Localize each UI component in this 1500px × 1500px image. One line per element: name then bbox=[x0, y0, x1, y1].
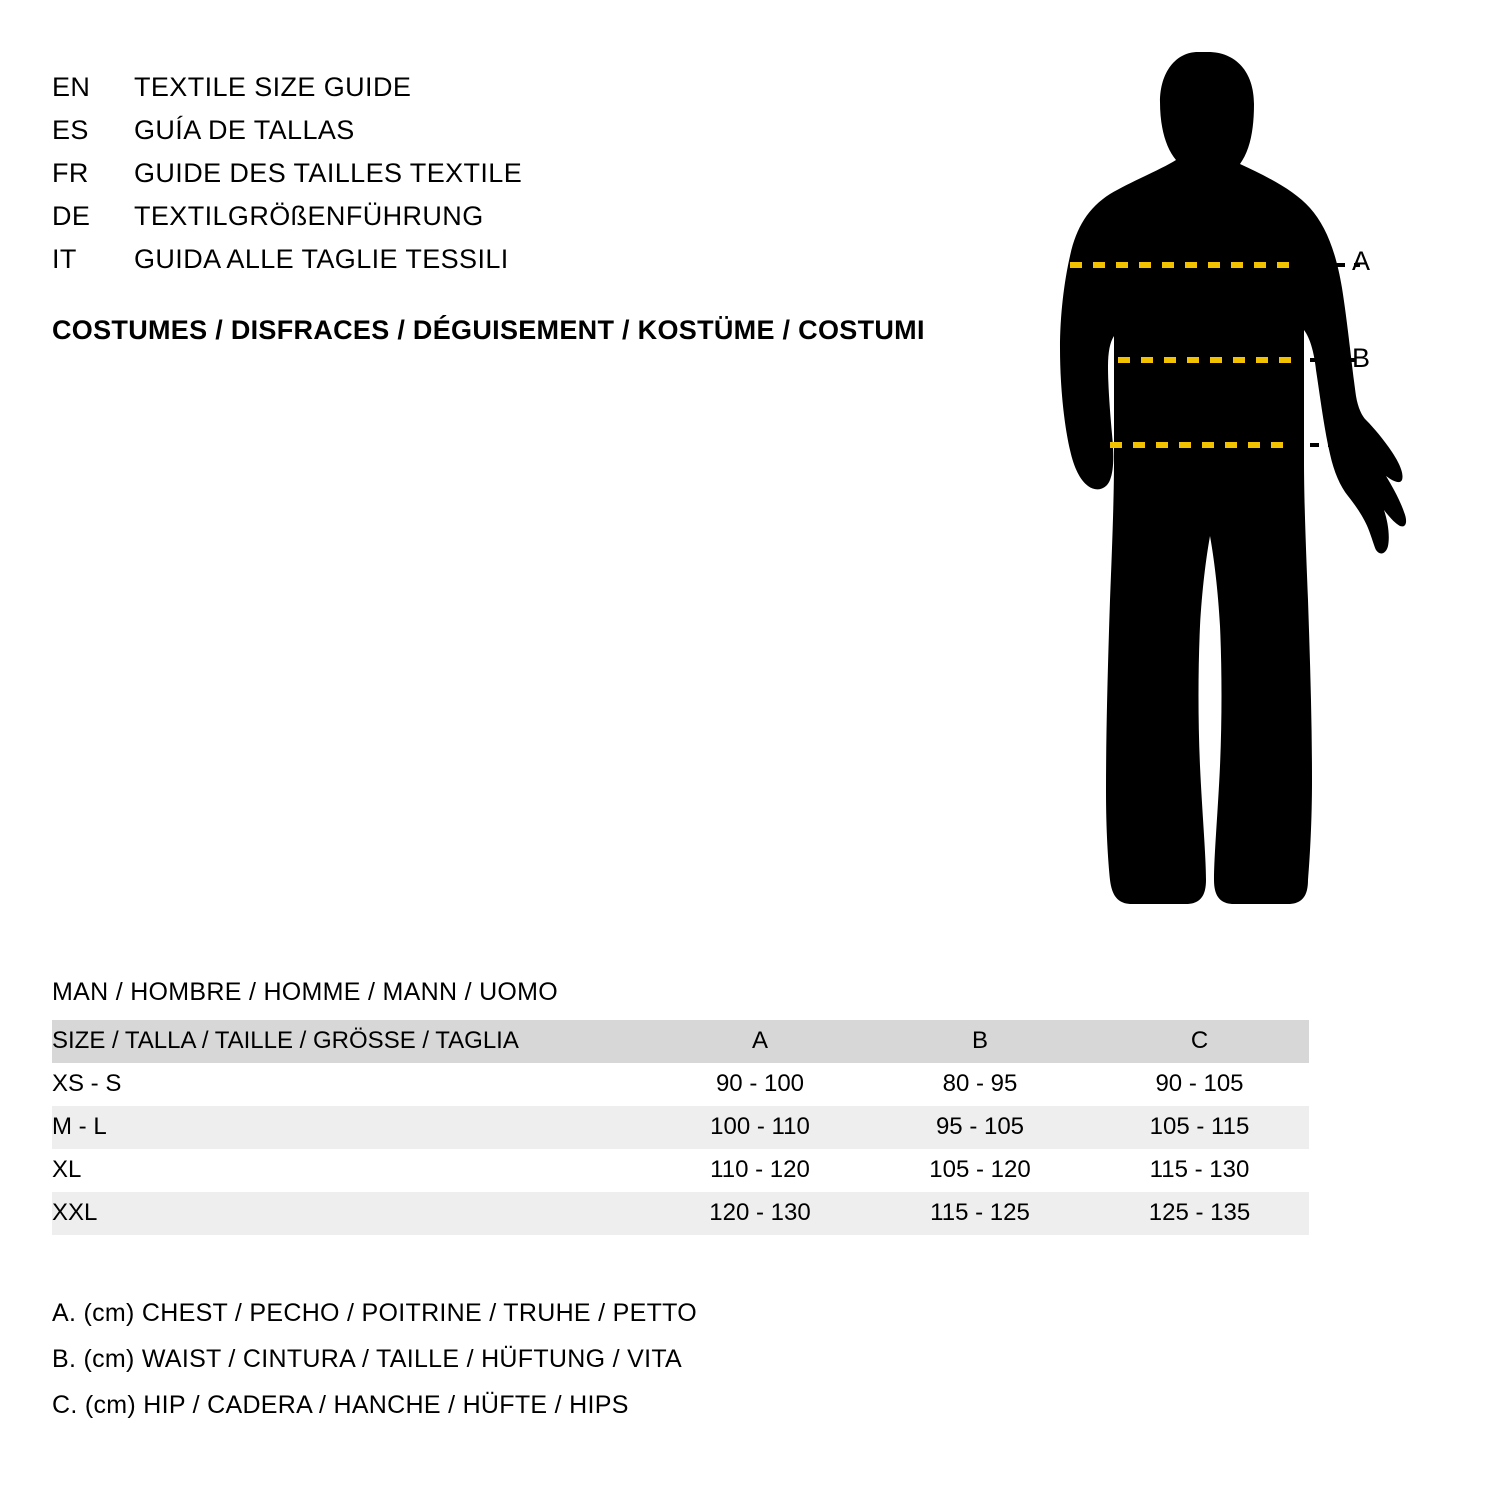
language-code: EN bbox=[52, 72, 91, 102]
column-header-b: B bbox=[971, 1027, 988, 1054]
language-title: TEXTILGRÖßENFÜHRUNG bbox=[134, 201, 484, 231]
legend-item-chest: A. (cm) CHEST / PECHO / POITRINE / TRUHE / PETTO bbox=[52, 1299, 698, 1327]
cell-chest: 100 - 110 bbox=[710, 1113, 810, 1140]
language-row-en bbox=[52, 72, 1012, 115]
measure-label-b: B bbox=[1352, 343, 1371, 373]
cell-hip: 105 - 115 bbox=[1149, 1113, 1250, 1140]
table-header-row bbox=[52, 1020, 1309, 1063]
language-code: DE bbox=[52, 201, 91, 231]
table-row bbox=[52, 1192, 1309, 1235]
measurement-legend bbox=[52, 1290, 1052, 1428]
language-row-it bbox=[52, 244, 1012, 287]
male-silhouette-figure bbox=[1010, 30, 1430, 930]
column-header-c: C bbox=[1190, 1027, 1209, 1054]
cell-size: XL bbox=[52, 1156, 82, 1183]
language-row-es bbox=[52, 115, 1012, 158]
language-title: GUÍA DE TALLAS bbox=[134, 115, 355, 145]
cell-size: M - L bbox=[52, 1113, 107, 1140]
measure-label-c: C bbox=[1352, 428, 1372, 458]
language-title: TEXTILE SIZE GUIDE bbox=[134, 72, 412, 102]
cell-size: XXL bbox=[52, 1199, 98, 1226]
size-table-head bbox=[52, 1020, 1309, 1063]
legend-item-hip: C. (cm) HIP / CADERA / HANCHE / HÜFTE / HIPS bbox=[52, 1391, 629, 1419]
cell-hip: 115 - 130 bbox=[1149, 1156, 1250, 1183]
silhouette-svg bbox=[1010, 30, 1430, 930]
cell-waist: 105 - 120 bbox=[929, 1156, 1031, 1183]
language-code: ES bbox=[52, 115, 89, 145]
size-table-body bbox=[52, 1063, 1309, 1235]
table-row bbox=[52, 1063, 1309, 1106]
cell-waist: 115 - 125 bbox=[930, 1199, 1030, 1226]
language-code: IT bbox=[52, 244, 77, 274]
cell-hip: 90 - 105 bbox=[1155, 1070, 1244, 1097]
body-shape bbox=[1060, 52, 1406, 904]
column-header-size: SIZE / TALLA / TAILLE / GRÖSSE / TAGLIA bbox=[52, 1027, 519, 1054]
table-row bbox=[52, 1149, 1309, 1192]
column-header-a: A bbox=[751, 1027, 768, 1054]
cell-hip: 125 - 135 bbox=[1148, 1199, 1251, 1226]
language-title: GUIDA ALLE TAGLIE TESSILI bbox=[134, 244, 509, 274]
cell-waist: 95 - 105 bbox=[935, 1113, 1025, 1140]
cell-chest: 110 - 120 bbox=[710, 1156, 810, 1183]
size-table bbox=[52, 1020, 1309, 1235]
language-row-fr bbox=[52, 158, 1012, 201]
legend-item-waist: B. (cm) WAIST / CINTURA / TAILLE / HÜFTUNG / VITA bbox=[52, 1345, 683, 1373]
language-row-de bbox=[52, 201, 1012, 244]
size-table-section bbox=[52, 978, 1372, 1235]
cell-size: XS - S bbox=[52, 1070, 122, 1097]
size-table-heading: MAN / HOMBRE / HOMME / MANN / UOMO bbox=[52, 978, 559, 1006]
language-header-block bbox=[52, 72, 1012, 346]
table-row bbox=[52, 1106, 1309, 1149]
language-title: GUIDE DES TAILLES TEXTILE bbox=[134, 158, 523, 188]
cell-chest: 120 - 130 bbox=[709, 1199, 811, 1226]
measure-label-a: A bbox=[1352, 246, 1371, 276]
language-code: FR bbox=[52, 158, 89, 188]
costume-category-line: COSTUMES / DISFRACES / DÉGUISEMENT / KOSTÜME / COSTUMI bbox=[52, 315, 925, 345]
cell-chest: 90 - 100 bbox=[715, 1070, 805, 1097]
cell-waist: 80 - 95 bbox=[942, 1070, 1018, 1097]
